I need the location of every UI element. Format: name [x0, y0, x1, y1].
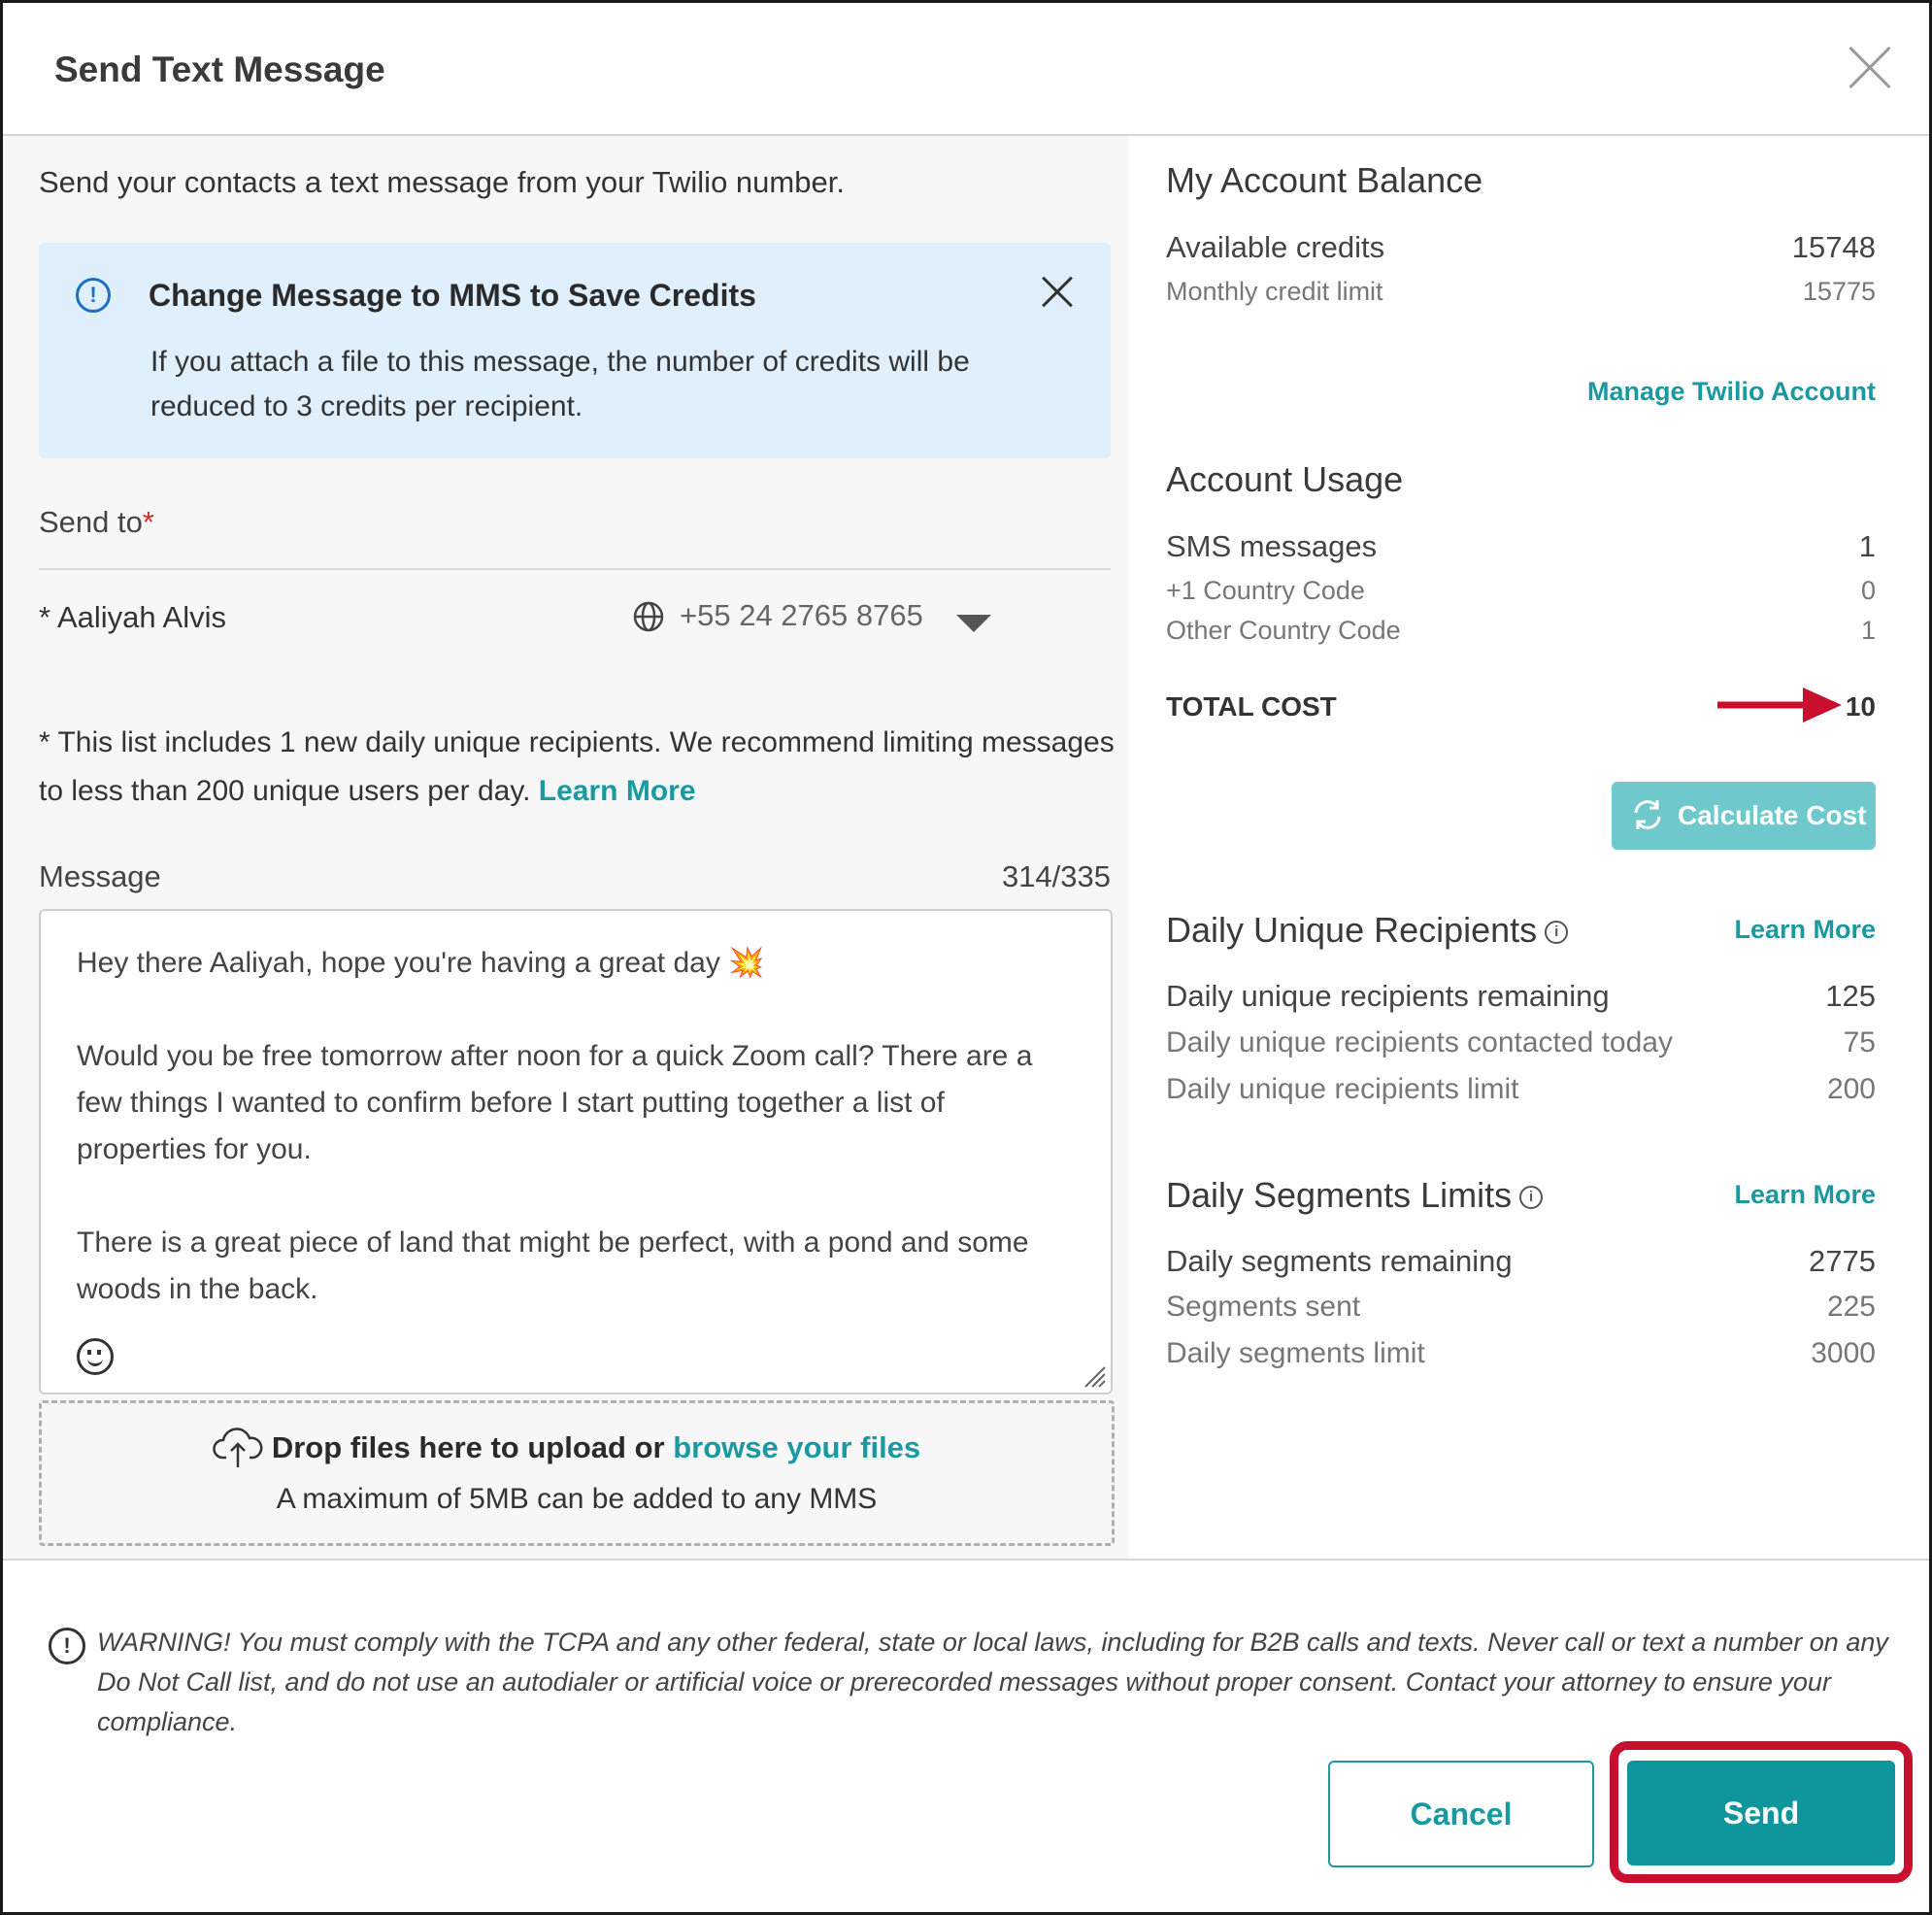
- recipients-remaining-row: [1166, 979, 1876, 1014]
- drop-limit-text: A maximum of 5MB can be added to any MMS: [276, 1483, 878, 1515]
- monthly-limit-row: [1166, 277, 1876, 307]
- close-icon[interactable]: [1848, 46, 1892, 90]
- recipients-note: [39, 719, 1116, 816]
- recipients-contacted-value: 75: [1843, 1026, 1876, 1058]
- drop-text: [42, 1430, 1112, 1465]
- required-mark: *: [142, 505, 154, 539]
- sms-row: [1166, 529, 1876, 564]
- recipients-limit-value: 200: [1826, 1073, 1876, 1105]
- footer-divider: [3, 1559, 1929, 1561]
- file-dropzone[interactable]: [39, 1400, 1115, 1546]
- sms-label: SMS messages: [1166, 529, 1378, 563]
- calculate-cost-button[interactable]: [1612, 782, 1876, 850]
- recipients-contacted-row: [1166, 1026, 1876, 1059]
- arrow-right-icon: [1717, 686, 1844, 724]
- recipients-limit-label: Daily unique recipients limit: [1166, 1073, 1519, 1105]
- dialog-header: [3, 3, 1929, 136]
- recipients-limit-row: [1166, 1073, 1876, 1106]
- segments-limit-label: Daily segments limit: [1166, 1337, 1425, 1369]
- globe-icon: [632, 600, 665, 633]
- alert-title: Change Message to MMS to Save Credits: [149, 278, 756, 313]
- refresh-icon: [1631, 798, 1664, 831]
- caret-down-icon[interactable]: [956, 615, 991, 632]
- monthly-limit-value: 15775: [1802, 277, 1876, 306]
- usage-heading: Account Usage: [1166, 459, 1404, 499]
- segments-remaining-row: [1166, 1244, 1876, 1279]
- message-textarea[interactable]: [39, 909, 1113, 1394]
- manage-twilio-link[interactable]: Manage Twilio Account: [1586, 377, 1876, 406]
- total-cost-value: 10: [1845, 691, 1876, 722]
- note-text: * This list includes 1 new daily unique recipients. We recommend limiting messages to less than 200 unique users per day.: [39, 726, 1115, 807]
- tcpa-warning: WARNING! You must comply with the TCPA and any other federal, state or local laws, including for B2B calls and texts. Never call or text a number on any Do Not Call list, and do not use an autodialer or artificial voice or prerecorded messages without proper consent. Contact your attorney to ensure your compliance.: [97, 1628, 1888, 1736]
- segments-remaining-value: 2775: [1809, 1244, 1876, 1278]
- mms-alert: [39, 243, 1111, 458]
- sms-value: 1: [1858, 529, 1876, 563]
- other-code-row: [1166, 616, 1876, 646]
- send-to-text: Send to: [39, 505, 143, 539]
- segments-sent-value: 225: [1826, 1291, 1876, 1323]
- recipient-phone-select[interactable]: +55 24 2765 8765: [680, 598, 923, 632]
- alert-body: If you attach a file to this message, the number of credits will be reduced to 3 credits per recipient.: [150, 346, 970, 422]
- monthly-limit-label: Monthly credit limit: [1166, 277, 1383, 306]
- segments-limit-row: [1166, 1337, 1876, 1370]
- available-credits-value: 15748: [1791, 230, 1876, 264]
- info-icon[interactable]: i: [1519, 1186, 1543, 1209]
- account-panel: [1129, 136, 1929, 1559]
- balance-heading: My Account Balance: [1166, 160, 1483, 200]
- segments-heading: [1166, 1175, 1543, 1216]
- info-icon[interactable]: i: [1545, 921, 1568, 944]
- warning-icon: !: [49, 1628, 85, 1664]
- dialog-title: Send Text Message: [54, 50, 385, 89]
- total-cost-label: TOTAL COST: [1166, 691, 1337, 722]
- message-label: Message: [39, 859, 161, 893]
- other-code-label: Other Country Code: [1166, 616, 1401, 645]
- recipient-name: * Aaliyah Alvis: [39, 600, 226, 634]
- browse-files-link[interactable]: browse your files: [673, 1430, 921, 1464]
- available-credits-row: [1166, 230, 1876, 265]
- compose-panel: [3, 136, 1129, 1559]
- plus1-row: [1166, 576, 1876, 606]
- recipients-heading-text: Daily Unique Recipients: [1166, 910, 1538, 950]
- recipients-heading: [1166, 910, 1568, 951]
- intro-text: Send your contacts a text message from your Twilio number.: [39, 165, 845, 199]
- calculate-cost-label: Calculate Cost: [1678, 800, 1867, 830]
- recipients-contacted-label: Daily unique recipients contacted today: [1166, 1026, 1673, 1058]
- plus1-label: +1 Country Code: [1166, 576, 1365, 605]
- segments-heading-text: Daily Segments Limits: [1166, 1175, 1513, 1215]
- segments-learn-more-link[interactable]: Learn More: [1734, 1180, 1876, 1209]
- plus1-value: 0: [1860, 576, 1876, 605]
- message-char-count: 314/335: [1001, 859, 1111, 893]
- send-to-label: [39, 505, 154, 540]
- segments-sent-row: [1166, 1291, 1876, 1324]
- message-text[interactable]: Hey there Aaliyah, hope you're having a great day 💥 Would you be free tomorrow after noon for a quick Zoom call? There are a few things I wanted to confirm before I start putting together a list of properties for you. There is a great piece of land that might be perfect, with a pond and some woods in the back.: [77, 947, 1033, 1305]
- learn-more-link[interactable]: Learn More: [538, 775, 696, 807]
- drop-label: Drop files here to upload or: [271, 1430, 665, 1464]
- segments-limit-value: 3000: [1811, 1337, 1876, 1369]
- cancel-button[interactable]: Cancel: [1328, 1761, 1594, 1867]
- info-icon: !: [76, 278, 111, 313]
- recipients-remaining-value: 125: [1825, 979, 1876, 1013]
- alert-close-icon[interactable]: [1041, 276, 1074, 309]
- recipients-learn-more-link[interactable]: Learn More: [1734, 915, 1876, 944]
- other-code-value: 1: [1860, 616, 1876, 645]
- send-button[interactable]: Send: [1627, 1761, 1895, 1865]
- recipients-remaining-label: Daily unique recipients remaining: [1166, 979, 1610, 1013]
- resize-handle-icon[interactable]: [1082, 1363, 1107, 1389]
- segments-sent-label: Segments sent: [1166, 1291, 1361, 1323]
- available-credits-label: Available credits: [1166, 230, 1385, 264]
- emoji-icon[interactable]: [77, 1338, 114, 1375]
- divider: [39, 568, 1111, 570]
- segments-remaining-label: Daily segments remaining: [1166, 1244, 1513, 1278]
